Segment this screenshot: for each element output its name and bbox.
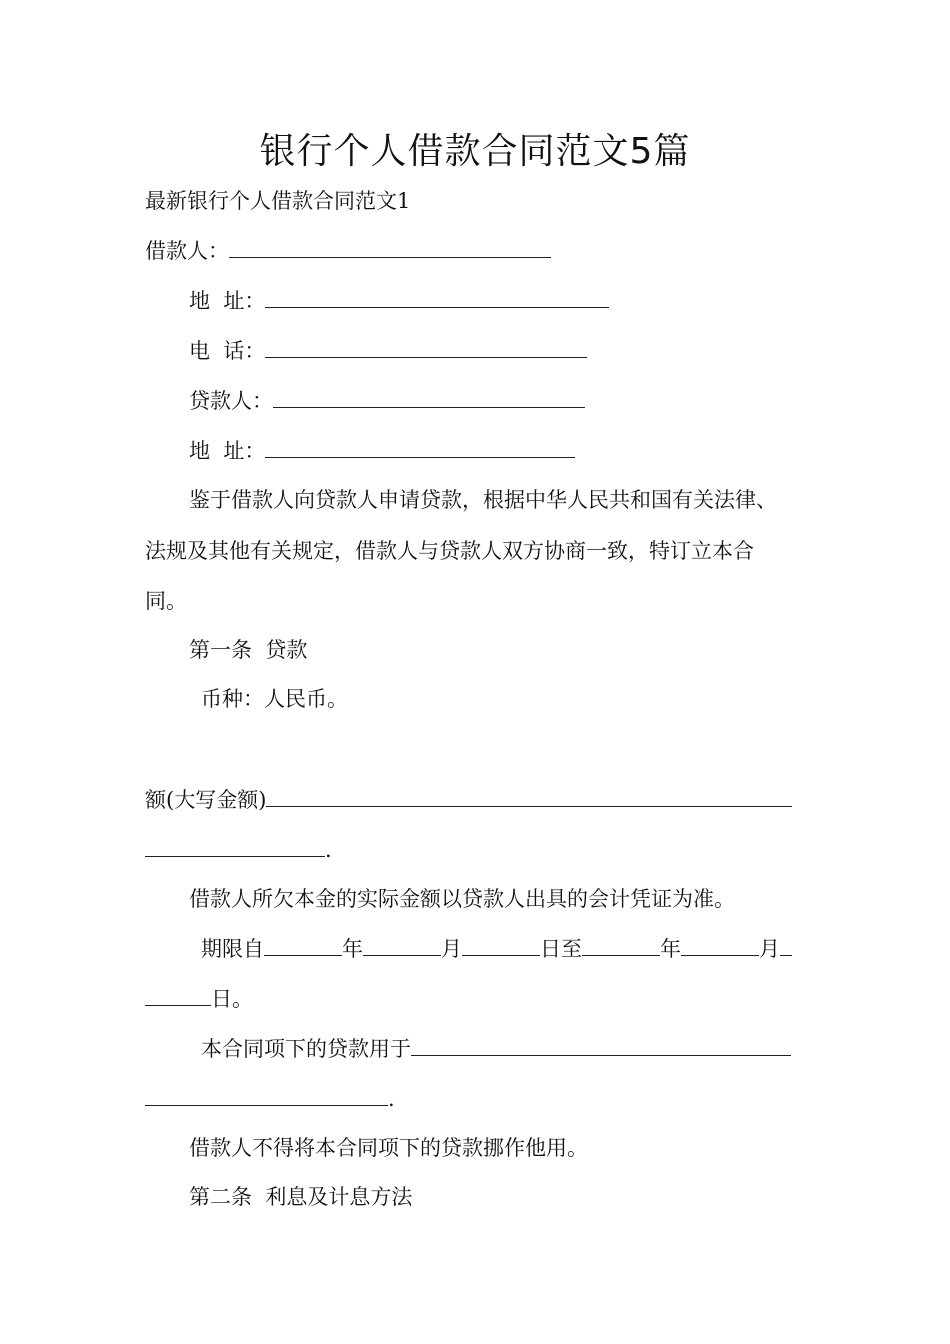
preamble-line-3: 同。: [145, 589, 187, 613]
term-start-prefix: 期限自: [201, 937, 264, 961]
term-end-month-label: 月: [759, 937, 780, 961]
term-start-year-blank: [264, 937, 342, 956]
lender-address-blank: [265, 439, 575, 458]
term-end-year-blank: [582, 937, 660, 956]
restriction-line: 借款人不得将本合同项下的贷款挪作他用。: [189, 1136, 588, 1160]
principal-note: 借款人所欠本金的实际金额以贷款人出具的会计凭证为准。: [189, 887, 735, 911]
borrower-address-label: 地 址：: [189, 289, 266, 313]
term-start-month-label: 月: [441, 937, 462, 961]
term-start-year-label: 年: [342, 937, 363, 961]
amount-label: 额(大写金额): [145, 788, 267, 812]
borrower-phone-blank: [265, 339, 587, 358]
borrower-blank: [229, 239, 551, 258]
lender-address-label: 地 址：: [189, 439, 266, 463]
term-end-day-blank-start: [780, 937, 792, 956]
amount-row: [145, 785, 792, 815]
borrower-phone-row: [189, 336, 587, 366]
term-row: [201, 934, 792, 964]
lender-row: [189, 386, 585, 416]
amount-row-continued: [145, 835, 332, 865]
term-end-year-label: 年: [660, 937, 681, 961]
borrower-label: 借款人：: [145, 239, 229, 263]
document-title: 银行个人借款合同范文5篇: [259, 131, 691, 172]
purpose-blank-continued: [145, 1087, 388, 1106]
term-start-day-blank: [462, 937, 540, 956]
borrower-phone-label: 电 话：: [189, 339, 266, 363]
lender-label: 贷款人：: [189, 389, 273, 413]
article2-heading: 第二条 利息及计息方法: [189, 1185, 413, 1209]
term-end-day-blank: [145, 987, 211, 1006]
term-row-continued: [145, 984, 253, 1014]
purpose-row: [201, 1034, 791, 1064]
term-end-month-blank: [681, 937, 759, 956]
document-subtitle: 最新银行个人借款合同范文1: [145, 189, 411, 213]
borrower-address-blank: [265, 289, 609, 308]
preamble-line-2: 法规及其他有关规定，借款人与贷款人双方协商一致，特订立本合: [145, 539, 754, 563]
currency-line: 币种：人民币。: [201, 687, 348, 711]
term-day-to: 日至: [540, 937, 582, 961]
lender-blank: [273, 389, 585, 408]
amount-end: .: [325, 838, 332, 862]
borrower-address-row: [189, 286, 609, 316]
preamble-line-1: 鉴于借款人向贷款人申请贷款，根据中华人民共和国有关法律、: [189, 488, 777, 512]
amount-blank: [266, 788, 792, 807]
term-day-end: 日。: [211, 987, 253, 1011]
purpose-end: .: [388, 1087, 395, 1111]
purpose-row-continued: [145, 1084, 395, 1114]
borrower-row: [145, 236, 551, 266]
lender-address-row: [189, 436, 575, 466]
article1-heading: 第一条 贷款: [189, 638, 308, 662]
term-start-month-blank: [363, 937, 441, 956]
purpose-blank: [411, 1037, 791, 1056]
amount-blank-continued: [145, 838, 325, 857]
purpose-label: 本合同项下的贷款用于: [201, 1037, 411, 1061]
